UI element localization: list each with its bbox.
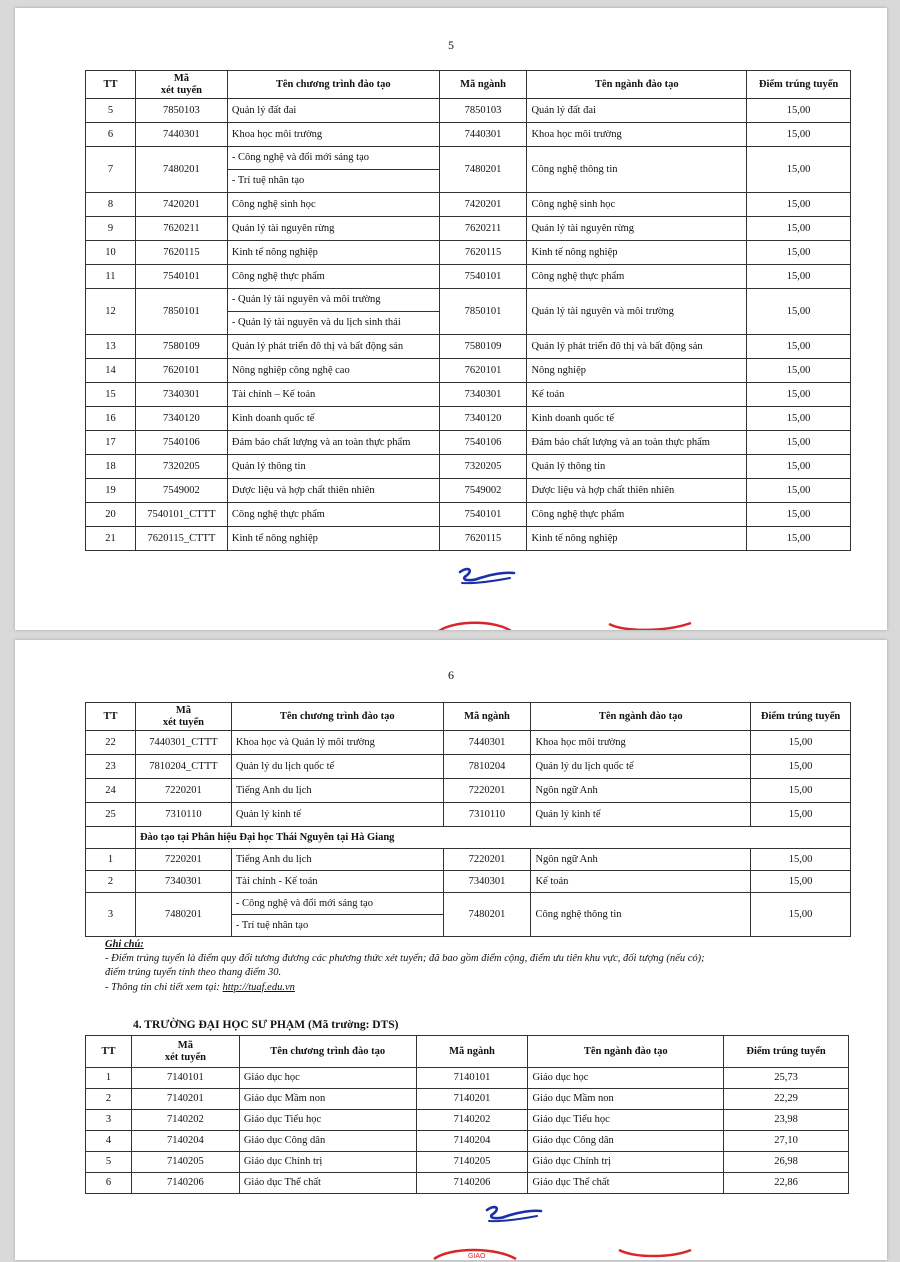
cell-ten-nganh: Quản lý đất đai xyxy=(527,99,747,123)
cell-diem: 15,00 xyxy=(751,871,851,893)
stamp-fragment xyxy=(605,618,695,630)
page-number: 5 xyxy=(448,38,454,52)
cell-chuong-trinh: Giáo dục Chính trị xyxy=(239,1152,416,1173)
cell-chuong-trinh: Khoa học môi trường xyxy=(227,123,439,147)
cell-diem: 15,00 xyxy=(747,265,851,289)
header-cell: Tên chương trình đào tạo xyxy=(239,1036,416,1068)
header-cell xyxy=(135,703,231,731)
cell-tt: 17 xyxy=(86,431,136,455)
header-line: Mã xyxy=(177,1039,193,1051)
cell-chuong-trinh: Tiếng Anh du lịch xyxy=(231,849,443,871)
cell-tt: 3 xyxy=(86,1110,132,1131)
cell-ma-nganh: 7480201 xyxy=(439,147,527,193)
cell-ten-nganh: Giáo dục Tiểu học xyxy=(528,1110,724,1131)
cell-ma-xet-tuyen: 7220201 xyxy=(135,779,231,803)
table-row xyxy=(86,99,851,123)
cell-chuong-trinh: Quản lý phát triển đô thị và bất động sản xyxy=(227,335,439,359)
header-cell xyxy=(131,1036,239,1068)
cell-ma-nganh: 7440301 xyxy=(439,123,527,147)
table-row xyxy=(86,383,851,407)
table-row xyxy=(86,359,851,383)
cell-chuong-trinh: Giáo dục Tiểu học xyxy=(239,1110,416,1131)
cell-ma-xet-tuyen: 7140201 xyxy=(131,1089,239,1110)
cell-ma-xet-tuyen: 7620211 xyxy=(135,217,227,241)
cell-ten-nganh: Giáo dục học xyxy=(528,1068,724,1089)
cell-ma-nganh: 7540106 xyxy=(439,431,527,455)
cell-ma-nganh: 7580109 xyxy=(439,335,527,359)
cell-tt: 7 xyxy=(86,147,136,193)
cell-diem: 15,00 xyxy=(751,803,851,827)
section-4-title: 4. TRƯỜNG ĐẠI HỌC SƯ PHẠM (Mã trường: DTS) xyxy=(133,1019,399,1031)
cell-ten-nganh: Nông nghiệp xyxy=(527,359,747,383)
cell-diem: 23,98 xyxy=(724,1110,849,1131)
table-row xyxy=(86,193,851,217)
cell-ten-nganh: Quản lý kinh tế xyxy=(531,803,751,827)
table-row xyxy=(86,1110,849,1131)
table-row xyxy=(86,1152,849,1173)
notes-line xyxy=(105,981,845,995)
table-row xyxy=(86,1131,849,1152)
cell-diem: 15,00 xyxy=(751,893,851,937)
cell-ten-nganh: Quản lý tài nguyên rừng xyxy=(527,217,747,241)
cell-ma-nganh: 7549002 xyxy=(439,479,527,503)
cell-diem: 15,00 xyxy=(747,99,851,123)
table-row xyxy=(86,871,851,893)
cell-ma-nganh: 7140205 xyxy=(416,1152,528,1173)
cell-ma-xet-tuyen: 7549002 xyxy=(135,479,227,503)
page-number: 6 xyxy=(448,668,454,682)
header-line: Mã xyxy=(173,72,189,84)
cell-ma-nganh: 7540101 xyxy=(439,265,527,289)
document-page-6 xyxy=(15,640,887,1260)
cell-ma-xet-tuyen: 7540101_CTTT xyxy=(135,503,227,527)
cell-chuong-trinh: Kinh tế nông nghiệp xyxy=(227,241,439,265)
table-body xyxy=(86,1068,849,1194)
cell-ma-xet-tuyen: 7580109 xyxy=(135,335,227,359)
cell-chuong-trinh: Quản lý kinh tế xyxy=(231,803,443,827)
cell-ma-nganh: 7340301 xyxy=(439,383,527,407)
cell-chuong-trinh: Công nghệ thực phẩm xyxy=(227,503,439,527)
cell-ma-nganh: 7140101 xyxy=(416,1068,528,1089)
table-body xyxy=(86,99,851,551)
table-header xyxy=(86,1036,849,1068)
cell-ma-xet-tuyen: 7480201 xyxy=(135,893,231,937)
cell-chuong-trinh: Quản lý đất đai xyxy=(227,99,439,123)
cell-chuong-trinh: Quản lý du lịch quốc tế xyxy=(231,755,443,779)
cell-ma-xet-tuyen: 7140205 xyxy=(131,1152,239,1173)
cell-ten-nganh: Công nghệ sinh học xyxy=(527,193,747,217)
cell-tt: 24 xyxy=(86,779,136,803)
table-body xyxy=(86,731,851,937)
cell-ma-nganh: 7850103 xyxy=(439,99,527,123)
cell-ma-xet-tuyen: 7340301 xyxy=(135,871,231,893)
cell-ma-xet-tuyen: 7320205 xyxy=(135,455,227,479)
header-cell: Tên ngành đào tạo xyxy=(527,71,747,99)
cell-tt: 6 xyxy=(86,123,136,147)
cell-chuong-trinh: - Trí tuệ nhân tạo xyxy=(231,915,443,937)
cell-ten-nganh: Kế toán xyxy=(531,871,751,893)
cell-ma-nganh: 7420201 xyxy=(439,193,527,217)
cell-ma-xet-tuyen: 7140101 xyxy=(131,1068,239,1089)
cell-ma-nganh: 7620101 xyxy=(439,359,527,383)
header-cell: Điểm trúng tuyển xyxy=(724,1036,849,1068)
table-row xyxy=(86,147,851,170)
signature-mark xyxy=(450,564,520,590)
table-row xyxy=(86,527,851,551)
cell-ma-xet-tuyen: 7340301 xyxy=(135,383,227,407)
cell-ten-nganh: Ngôn ngữ Anh xyxy=(531,849,751,871)
cell-ten-nganh: Khoa học môi trường xyxy=(531,731,751,755)
cell-ma-nganh: 7620211 xyxy=(439,217,527,241)
cell-chuong-trinh: Đảm bảo chất lượng và an toàn thực phẩm xyxy=(227,431,439,455)
admission-table-p5 xyxy=(85,70,851,551)
cell-tt: 1 xyxy=(86,1068,132,1089)
cell-diem: 15,00 xyxy=(751,731,851,755)
cell-tt: 20 xyxy=(86,503,136,527)
cell-chuong-trinh: Giáo dục Thể chất xyxy=(239,1173,416,1194)
cell-ten-nganh: Giáo dục Chính trị xyxy=(528,1152,724,1173)
cell-chuong-trinh: Nông nghiệp công nghệ cao xyxy=(227,359,439,383)
table-header xyxy=(86,71,851,99)
cell-ten-nganh: Quản lý tài nguyên và môi trường xyxy=(527,289,747,335)
cell-ma-nganh: 7440301 xyxy=(443,731,531,755)
table-header-row xyxy=(86,703,851,731)
table-row xyxy=(86,779,851,803)
cell-tt: 16 xyxy=(86,407,136,431)
cell-tt: 19 xyxy=(86,479,136,503)
cell-ten-nganh: Kế toán xyxy=(527,383,747,407)
cell-tt: 6 xyxy=(86,1173,132,1194)
cell-chuong-trinh: Giáo dục học xyxy=(239,1068,416,1089)
table-row xyxy=(86,755,851,779)
cell-ma-nganh: 7310110 xyxy=(443,803,531,827)
notes-block xyxy=(105,938,845,995)
table-row xyxy=(86,265,851,289)
table-row xyxy=(86,893,851,915)
cell-ma-nganh: 7220201 xyxy=(443,849,531,871)
cell-diem: 15,00 xyxy=(747,147,851,193)
cell-chuong-trinh: - Quản lý tài nguyên và du lịch sinh thái xyxy=(227,312,439,335)
cell-tt: 11 xyxy=(86,265,136,289)
table-row xyxy=(86,289,851,312)
section-row xyxy=(86,827,851,849)
cell-ma-nganh: 7140206 xyxy=(416,1173,528,1194)
cell-ma-nganh: 7140201 xyxy=(416,1089,528,1110)
table-row xyxy=(86,1068,849,1089)
cell-ten-nganh: Công nghệ thông tin xyxy=(527,147,747,193)
cell-ma-nganh: 7620115 xyxy=(439,527,527,551)
section-spacer xyxy=(86,827,136,849)
admission-table-dts xyxy=(85,1035,849,1194)
cell-ten-nganh: Giáo dục Công dân xyxy=(528,1131,724,1152)
header-cell: TT xyxy=(86,1036,132,1068)
cell-chuong-trinh: Kinh doanh quốc tế xyxy=(227,407,439,431)
cell-ten-nganh: Giáo dục Thể chất xyxy=(528,1173,724,1194)
table-row xyxy=(86,503,851,527)
cell-ma-xet-tuyen: 7220201 xyxy=(135,849,231,871)
cell-diem: 15,00 xyxy=(747,431,851,455)
cell-tt: 23 xyxy=(86,755,136,779)
cell-diem: 15,00 xyxy=(747,359,851,383)
document-page-5 xyxy=(15,8,887,630)
table-row xyxy=(86,123,851,147)
cell-chuong-trinh: Dược liệu và hợp chất thiên nhiên xyxy=(227,479,439,503)
cell-ten-nganh: Quản lý du lịch quốc tế xyxy=(531,755,751,779)
stamp-fragment xyxy=(430,1244,520,1260)
section-label: Đào tạo tại Phân hiệu Đại học Thái Nguyên tại Hà Giang xyxy=(135,827,850,849)
cell-ma-xet-tuyen: 7850101 xyxy=(135,289,227,335)
cell-tt: 5 xyxy=(86,99,136,123)
cell-ma-xet-tuyen: 7140202 xyxy=(131,1110,239,1131)
table-row xyxy=(86,335,851,359)
cell-diem: 15,00 xyxy=(747,383,851,407)
cell-ma-xet-tuyen: 7310110 xyxy=(135,803,231,827)
admission-table-p6 xyxy=(85,702,851,937)
cell-chuong-trinh: Tiếng Anh du lịch xyxy=(231,779,443,803)
cell-chuong-trinh: Quản lý thông tin xyxy=(227,455,439,479)
cell-ma-xet-tuyen: 7440301 xyxy=(135,123,227,147)
table-row xyxy=(86,731,851,755)
header-ma-xet-tuyen xyxy=(165,1040,206,1063)
cell-ma-nganh: 7340120 xyxy=(439,407,527,431)
cell-diem: 15,00 xyxy=(751,779,851,803)
cell-chuong-trinh: Giáo dục Mầm non xyxy=(239,1089,416,1110)
table-row xyxy=(86,1089,849,1110)
stamp-fragment xyxy=(615,1244,695,1260)
table-row xyxy=(86,455,851,479)
table-header xyxy=(86,703,851,731)
cell-ten-nganh: Quản lý phát triển đô thị và bất động sản xyxy=(527,335,747,359)
cell-ten-nganh: Ngôn ngữ Anh xyxy=(531,779,751,803)
cell-chuong-trinh: Công nghệ sinh học xyxy=(227,193,439,217)
cell-tt: 9 xyxy=(86,217,136,241)
header-ma-xet-tuyen xyxy=(163,705,204,728)
cell-chuong-trinh: - Quản lý tài nguyên và môi trường xyxy=(227,289,439,312)
cell-diem: 15,00 xyxy=(751,849,851,871)
table-header-row xyxy=(86,71,851,99)
header-cell: Tên ngành đào tạo xyxy=(531,703,751,731)
cell-tt: 15 xyxy=(86,383,136,407)
table-row xyxy=(86,431,851,455)
cell-ma-nganh: 7140204 xyxy=(416,1131,528,1152)
cell-chuong-trinh: Giáo dục Công dân xyxy=(239,1131,416,1152)
cell-ma-xet-tuyen: 7140206 xyxy=(131,1173,239,1194)
cell-chuong-trinh: Kinh tế nông nghiệp xyxy=(227,527,439,551)
header-cell: Điểm trúng tuyển xyxy=(751,703,851,731)
cell-diem: 15,00 xyxy=(747,407,851,431)
cell-ten-nganh: Kinh doanh quốc tế xyxy=(527,407,747,431)
cell-chuong-trinh: - Công nghệ và đổi mới sáng tạo xyxy=(227,147,439,170)
table-header-row xyxy=(86,1036,849,1068)
cell-ma-xet-tuyen: 7140204 xyxy=(131,1131,239,1152)
cell-ma-xet-tuyen: 7540106 xyxy=(135,431,227,455)
cell-tt: 4 xyxy=(86,1131,132,1152)
table-row xyxy=(86,479,851,503)
header-ma-xet-tuyen xyxy=(161,73,202,96)
cell-ma-nganh: 7540101 xyxy=(439,503,527,527)
cell-chuong-trinh: Tài chính - Kế toán xyxy=(231,871,443,893)
notes-line-prefix: - Thông tin chi tiết xem tại: xyxy=(105,981,223,993)
cell-diem: 15,00 xyxy=(747,335,851,359)
cell-tt: 21 xyxy=(86,527,136,551)
cell-ma-xet-tuyen: 7810204_CTTT xyxy=(135,755,231,779)
cell-ma-nganh: 7480201 xyxy=(443,893,531,937)
cell-chuong-trinh: - Trí tuệ nhân tạo xyxy=(227,170,439,193)
header-cell: TT xyxy=(86,703,136,731)
cell-ma-nganh: 7620115 xyxy=(439,241,527,265)
header-cell: Mã ngành xyxy=(439,71,527,99)
cell-ten-nganh: Công nghệ thực phẩm xyxy=(527,503,747,527)
cell-ten-nganh: Giáo dục Mầm non xyxy=(528,1089,724,1110)
cell-diem: 15,00 xyxy=(747,455,851,479)
cell-ten-nganh: Khoa học môi trường xyxy=(527,123,747,147)
header-cell: Mã ngành xyxy=(416,1036,528,1068)
cell-ma-xet-tuyen: 7620101 xyxy=(135,359,227,383)
cell-ma-nganh: 7850101 xyxy=(439,289,527,335)
cell-tt: 2 xyxy=(86,871,136,893)
header-cell xyxy=(135,71,227,99)
header-cell: Tên chương trình đào tạo xyxy=(227,71,439,99)
stamp-fragment xyxy=(435,618,515,630)
cell-tt: 5 xyxy=(86,1152,132,1173)
header-line: xét tuyển xyxy=(162,716,204,728)
cell-diem: 15,00 xyxy=(747,289,851,335)
header-cell: Mã ngành xyxy=(443,703,531,731)
cell-chuong-trinh: Tài chính – Kế toán xyxy=(227,383,439,407)
table-row xyxy=(86,1173,849,1194)
header-cell: Điểm trúng tuyển xyxy=(747,71,851,99)
notes-line: - Điểm trúng tuyển là điểm quy đổi tương đương các phương thức xét tuyển; đã bao gồm điểm cộng, điểm ưu tiên khu vực, đối tượng (nếu có); xyxy=(105,953,705,965)
cell-diem: 15,00 xyxy=(747,217,851,241)
cell-diem: 15,00 xyxy=(747,193,851,217)
cell-diem: 26,98 xyxy=(724,1152,849,1173)
cell-diem: 15,00 xyxy=(747,479,851,503)
cell-tt: 8 xyxy=(86,193,136,217)
cell-diem: 15,00 xyxy=(751,755,851,779)
header-cell: TT xyxy=(86,71,136,99)
table-row xyxy=(86,241,851,265)
cell-ma-nganh: 7140202 xyxy=(416,1110,528,1131)
cell-ma-nganh: 7810204 xyxy=(443,755,531,779)
notes-line: điểm trúng tuyển tính theo thang điểm 30. xyxy=(105,967,282,979)
cell-diem: 25,73 xyxy=(724,1068,849,1089)
cell-chuong-trinh: Quản lý tài nguyên rừng xyxy=(227,217,439,241)
cell-ten-nganh: Dược liệu và hợp chất thiên nhiên xyxy=(527,479,747,503)
cell-ma-xet-tuyen: 7340120 xyxy=(135,407,227,431)
cell-tt: 12 xyxy=(86,289,136,335)
cell-tt: 1 xyxy=(86,849,136,871)
cell-chuong-trinh: Khoa học và Quản lý môi trường xyxy=(231,731,443,755)
cell-ma-xet-tuyen: 7540101 xyxy=(135,265,227,289)
notes-heading: Ghi chú: xyxy=(105,939,144,950)
cell-tt: 25 xyxy=(86,803,136,827)
table-row xyxy=(86,407,851,431)
header-line: xét tuyển xyxy=(164,1051,206,1063)
cell-diem: 15,00 xyxy=(747,527,851,551)
cell-ma-nganh: 7320205 xyxy=(439,455,527,479)
cell-ma-nganh: 7220201 xyxy=(443,779,531,803)
table-row xyxy=(86,803,851,827)
cell-tt: 13 xyxy=(86,335,136,359)
cell-tt: 18 xyxy=(86,455,136,479)
stamp-text: GIAO xyxy=(468,1253,486,1260)
cell-diem: 15,00 xyxy=(747,503,851,527)
table-row xyxy=(86,217,851,241)
cell-diem: 15,00 xyxy=(747,123,851,147)
cell-tt: 2 xyxy=(86,1089,132,1110)
cell-ma-xet-tuyen: 7620115_CTTT xyxy=(135,527,227,551)
cell-chuong-trinh: - Công nghệ và đổi mới sáng tạo xyxy=(231,893,443,915)
cell-ten-nganh: Quản lý thông tin xyxy=(527,455,747,479)
signature-mark xyxy=(477,1202,547,1228)
cell-ten-nganh: Kinh tế nông nghiệp xyxy=(527,527,747,551)
cell-tt: 3 xyxy=(86,893,136,937)
header-line: xét tuyển xyxy=(160,84,202,96)
header-cell: Tên ngành đào tạo xyxy=(528,1036,724,1068)
cell-ten-nganh: Kinh tế nông nghiệp xyxy=(527,241,747,265)
cell-diem: 22,29 xyxy=(724,1089,849,1110)
cell-ten-nganh: Công nghệ thực phẩm xyxy=(527,265,747,289)
cell-ten-nganh: Công nghệ thông tin xyxy=(531,893,751,937)
header-cell: Tên chương trình đào tạo xyxy=(231,703,443,731)
cell-ma-xet-tuyen: 7420201 xyxy=(135,193,227,217)
cell-chuong-trinh: Công nghệ thực phẩm xyxy=(227,265,439,289)
cell-tt: 22 xyxy=(86,731,136,755)
header-line: Mã xyxy=(175,704,191,716)
cell-tt: 14 xyxy=(86,359,136,383)
table-row xyxy=(86,849,851,871)
cell-ma-xet-tuyen: 7480201 xyxy=(135,147,227,193)
cell-ten-nganh: Đảm bảo chất lượng và an toàn thực phẩm xyxy=(527,431,747,455)
cell-diem: 22,86 xyxy=(724,1173,849,1194)
cell-ma-xet-tuyen: 7440301_CTTT xyxy=(135,731,231,755)
cell-diem: 15,00 xyxy=(747,241,851,265)
cell-ma-xet-tuyen: 7850103 xyxy=(135,99,227,123)
cell-ma-xet-tuyen: 7620115 xyxy=(135,241,227,265)
info-link[interactable]: http://tuaf.edu.vn xyxy=(222,981,295,993)
cell-ma-nganh: 7340301 xyxy=(443,871,531,893)
cell-diem: 27,10 xyxy=(724,1131,849,1152)
cell-tt: 10 xyxy=(86,241,136,265)
